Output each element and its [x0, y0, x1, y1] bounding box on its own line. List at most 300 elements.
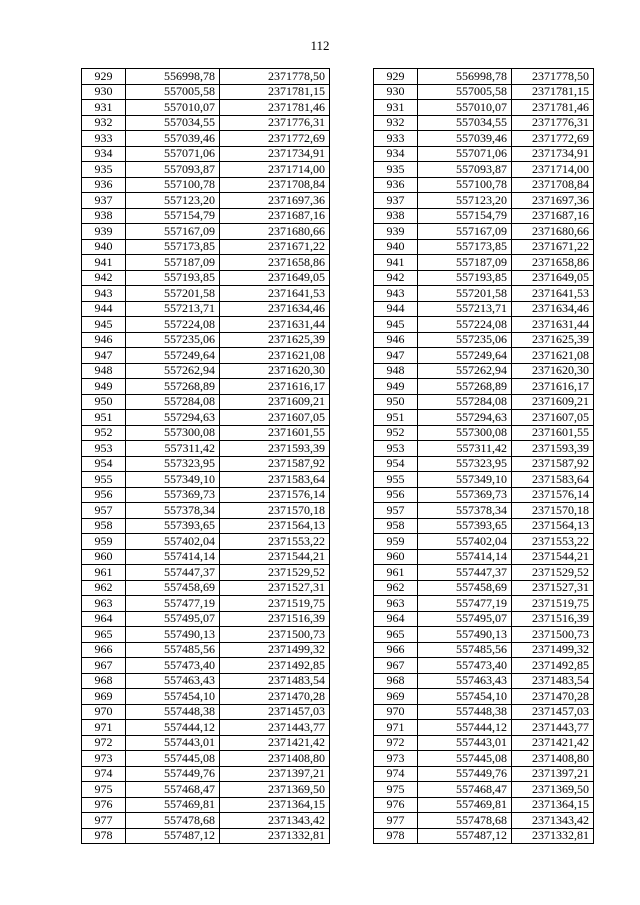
left-x-coordinate-cell: 557284,08: [126, 394, 220, 410]
left-point-number-cell: 961: [82, 565, 126, 581]
left-y-coordinate-cell: 2371658,86: [220, 255, 330, 271]
left-y-coordinate-cell: 2371714,00: [220, 162, 330, 178]
column-gap: [330, 797, 374, 813]
left-point-number-cell: 970: [82, 704, 126, 720]
table-row: [82, 208, 594, 224]
table-row: [82, 332, 594, 348]
left-x-coordinate-cell: 557262,94: [126, 363, 220, 379]
column-gap: [330, 146, 374, 162]
right-x-coordinate-cell: 557369,73: [418, 487, 512, 503]
column-gap: [330, 766, 374, 782]
right-x-coordinate-cell: 557477,19: [418, 596, 512, 612]
table-row: [82, 69, 594, 85]
table-row: [82, 301, 594, 317]
column-gap: [330, 115, 374, 131]
right-y-coordinate-cell: 2371364,15: [512, 797, 594, 813]
column-gap: [330, 782, 374, 798]
right-point-number-cell: 976: [374, 797, 418, 813]
right-y-coordinate-cell: 2371616,17: [512, 379, 594, 395]
right-y-coordinate-cell: 2371443,77: [512, 720, 594, 736]
right-x-coordinate-cell: 557005,58: [418, 84, 512, 100]
column-gap: [330, 751, 374, 767]
table-row: [82, 642, 594, 658]
column-gap: [330, 813, 374, 829]
table-row: [82, 177, 594, 193]
right-y-coordinate-cell: 2371527,31: [512, 580, 594, 596]
table-row: [82, 100, 594, 116]
left-y-coordinate-cell: 2371708,84: [220, 177, 330, 193]
right-y-coordinate-cell: 2371671,22: [512, 239, 594, 255]
right-x-coordinate-cell: 557173,85: [418, 239, 512, 255]
left-x-coordinate-cell: 557154,79: [126, 208, 220, 224]
right-x-coordinate-cell: 557213,71: [418, 301, 512, 317]
right-x-coordinate-cell: 557187,09: [418, 255, 512, 271]
left-y-coordinate-cell: 2371778,50: [220, 69, 330, 85]
column-gap: [330, 549, 374, 565]
left-point-number-cell: 931: [82, 100, 126, 116]
right-y-coordinate-cell: 2371553,22: [512, 534, 594, 550]
right-point-number-cell: 978: [374, 828, 418, 844]
left-point-number-cell: 968: [82, 673, 126, 689]
right-point-number-cell: 958: [374, 518, 418, 534]
right-point-number-cell: 951: [374, 410, 418, 426]
coordinates-table: [81, 68, 594, 844]
right-x-coordinate-cell: 557478,68: [418, 813, 512, 829]
right-point-number-cell: 963: [374, 596, 418, 612]
right-x-coordinate-cell: 557378,34: [418, 503, 512, 519]
left-y-coordinate-cell: 2371621,08: [220, 348, 330, 364]
left-x-coordinate-cell: 557201,58: [126, 286, 220, 302]
table-row: [82, 286, 594, 302]
table-row: [82, 503, 594, 519]
left-y-coordinate-cell: 2371620,30: [220, 363, 330, 379]
left-y-coordinate-cell: 2371457,03: [220, 704, 330, 720]
left-y-coordinate-cell: 2371364,15: [220, 797, 330, 813]
right-x-coordinate-cell: 557458,69: [418, 580, 512, 596]
table-row: [82, 131, 594, 147]
right-x-coordinate-cell: 557414,14: [418, 549, 512, 565]
right-point-number-cell: 939: [374, 224, 418, 240]
right-x-coordinate-cell: 557039,46: [418, 131, 512, 147]
left-point-number-cell: 945: [82, 317, 126, 333]
table-row: [82, 596, 594, 612]
right-y-coordinate-cell: 2371634,46: [512, 301, 594, 317]
table-row: [82, 363, 594, 379]
column-gap: [330, 627, 374, 643]
table-row: [82, 611, 594, 627]
right-point-number-cell: 945: [374, 317, 418, 333]
left-point-number-cell: 939: [82, 224, 126, 240]
right-y-coordinate-cell: 2371492,85: [512, 658, 594, 674]
column-gap: [330, 596, 374, 612]
right-point-number-cell: 971: [374, 720, 418, 736]
column-gap: [330, 317, 374, 333]
left-point-number-cell: 958: [82, 518, 126, 534]
right-point-number-cell: 977: [374, 813, 418, 829]
right-y-coordinate-cell: 2371397,21: [512, 766, 594, 782]
left-point-number-cell: 948: [82, 363, 126, 379]
column-gap: [330, 425, 374, 441]
column-gap: [330, 69, 374, 85]
right-x-coordinate-cell: 557284,08: [418, 394, 512, 410]
column-gap: [330, 828, 374, 844]
table-row: [82, 193, 594, 209]
right-x-coordinate-cell: 557490,13: [418, 627, 512, 643]
right-point-number-cell: 960: [374, 549, 418, 565]
table-row: [82, 410, 594, 426]
table-row: [82, 84, 594, 100]
right-point-number-cell: 943: [374, 286, 418, 302]
column-gap: [330, 348, 374, 364]
right-x-coordinate-cell: 557349,10: [418, 472, 512, 488]
right-point-number-cell: 962: [374, 580, 418, 596]
left-y-coordinate-cell: 2371492,85: [220, 658, 330, 674]
left-x-coordinate-cell: 557093,87: [126, 162, 220, 178]
table-row: [82, 472, 594, 488]
column-gap: [330, 503, 374, 519]
left-y-coordinate-cell: 2371781,46: [220, 100, 330, 116]
left-y-coordinate-cell: 2371781,15: [220, 84, 330, 100]
right-point-number-cell: 949: [374, 379, 418, 395]
left-x-coordinate-cell: 557100,78: [126, 177, 220, 193]
left-y-coordinate-cell: 2371408,80: [220, 751, 330, 767]
right-point-number-cell: 957: [374, 503, 418, 519]
right-point-number-cell: 966: [374, 642, 418, 658]
right-point-number-cell: 941: [374, 255, 418, 271]
left-point-number-cell: 954: [82, 456, 126, 472]
right-point-number-cell: 956: [374, 487, 418, 503]
right-y-coordinate-cell: 2371519,75: [512, 596, 594, 612]
right-x-coordinate-cell: 557010,07: [418, 100, 512, 116]
right-point-number-cell: 933: [374, 131, 418, 147]
table-row: [82, 239, 594, 255]
right-x-coordinate-cell: 557311,42: [418, 441, 512, 457]
left-y-coordinate-cell: 2371332,81: [220, 828, 330, 844]
left-x-coordinate-cell: 557071,06: [126, 146, 220, 162]
left-point-number-cell: 975: [82, 782, 126, 798]
table-row: [82, 115, 594, 131]
right-point-number-cell: 948: [374, 363, 418, 379]
right-x-coordinate-cell: 557294,63: [418, 410, 512, 426]
left-x-coordinate-cell: 557034,55: [126, 115, 220, 131]
table-row: [82, 673, 594, 689]
right-y-coordinate-cell: 2371641,53: [512, 286, 594, 302]
column-gap: [330, 84, 374, 100]
right-point-number-cell: 930: [374, 84, 418, 100]
right-point-number-cell: 961: [374, 565, 418, 581]
right-x-coordinate-cell: 557268,89: [418, 379, 512, 395]
left-point-number-cell: 956: [82, 487, 126, 503]
column-gap: [330, 131, 374, 147]
right-y-coordinate-cell: 2371457,03: [512, 704, 594, 720]
left-x-coordinate-cell: 557224,08: [126, 317, 220, 333]
table-row: [82, 627, 594, 643]
left-y-coordinate-cell: 2371519,75: [220, 596, 330, 612]
right-point-number-cell: 952: [374, 425, 418, 441]
right-x-coordinate-cell: 557300,08: [418, 425, 512, 441]
left-x-coordinate-cell: 557487,12: [126, 828, 220, 844]
right-x-coordinate-cell: 557323,95: [418, 456, 512, 472]
left-point-number-cell: 953: [82, 441, 126, 457]
left-point-number-cell: 937: [82, 193, 126, 209]
right-point-number-cell: 935: [374, 162, 418, 178]
column-gap: [330, 100, 374, 116]
right-point-number-cell: 946: [374, 332, 418, 348]
table-row: [82, 456, 594, 472]
left-y-coordinate-cell: 2371583,64: [220, 472, 330, 488]
right-x-coordinate-cell: 557123,20: [418, 193, 512, 209]
right-y-coordinate-cell: 2371564,13: [512, 518, 594, 534]
right-y-coordinate-cell: 2371697,36: [512, 193, 594, 209]
right-x-coordinate-cell: 557402,04: [418, 534, 512, 550]
left-point-number-cell: 965: [82, 627, 126, 643]
left-point-number-cell: 935: [82, 162, 126, 178]
column-gap: [330, 565, 374, 581]
right-x-coordinate-cell: 557034,55: [418, 115, 512, 131]
left-point-number-cell: 976: [82, 797, 126, 813]
left-y-coordinate-cell: 2371616,17: [220, 379, 330, 395]
table-row: [82, 813, 594, 829]
right-point-number-cell: 968: [374, 673, 418, 689]
left-y-coordinate-cell: 2371680,66: [220, 224, 330, 240]
right-point-number-cell: 970: [374, 704, 418, 720]
right-y-coordinate-cell: 2371609,21: [512, 394, 594, 410]
table-row: [82, 797, 594, 813]
left-x-coordinate-cell: 557447,37: [126, 565, 220, 581]
right-y-coordinate-cell: 2371483,54: [512, 673, 594, 689]
left-point-number-cell: 955: [82, 472, 126, 488]
right-y-coordinate-cell: 2371601,55: [512, 425, 594, 441]
left-x-coordinate-cell: 557005,58: [126, 84, 220, 100]
left-x-coordinate-cell: 557349,10: [126, 472, 220, 488]
left-point-number-cell: 951: [82, 410, 126, 426]
left-x-coordinate-cell: 557173,85: [126, 239, 220, 255]
column-gap: [330, 580, 374, 596]
column-gap: [330, 224, 374, 240]
right-y-coordinate-cell: 2371576,14: [512, 487, 594, 503]
column-gap: [330, 472, 374, 488]
right-y-coordinate-cell: 2371658,86: [512, 255, 594, 271]
right-y-coordinate-cell: 2371772,69: [512, 131, 594, 147]
table-row: [82, 658, 594, 674]
left-y-coordinate-cell: 2371343,42: [220, 813, 330, 829]
left-y-coordinate-cell: 2371516,39: [220, 611, 330, 627]
right-x-coordinate-cell: 557100,78: [418, 177, 512, 193]
left-y-coordinate-cell: 2371641,53: [220, 286, 330, 302]
right-y-coordinate-cell: 2371343,42: [512, 813, 594, 829]
column-gap: [330, 642, 374, 658]
left-point-number-cell: 934: [82, 146, 126, 162]
right-point-number-cell: 959: [374, 534, 418, 550]
left-point-number-cell: 962: [82, 580, 126, 596]
table-row: [82, 255, 594, 271]
right-x-coordinate-cell: 557454,10: [418, 689, 512, 705]
right-y-coordinate-cell: 2371631,44: [512, 317, 594, 333]
right-point-number-cell: 947: [374, 348, 418, 364]
table-row: [82, 720, 594, 736]
right-y-coordinate-cell: 2371500,73: [512, 627, 594, 643]
right-point-number-cell: 955: [374, 472, 418, 488]
right-point-number-cell: 967: [374, 658, 418, 674]
right-x-coordinate-cell: 557463,43: [418, 673, 512, 689]
left-x-coordinate-cell: 557490,13: [126, 627, 220, 643]
right-point-number-cell: 929: [374, 69, 418, 85]
left-y-coordinate-cell: 2371631,44: [220, 317, 330, 333]
left-x-coordinate-cell: 556998,78: [126, 69, 220, 85]
left-x-coordinate-cell: 557414,14: [126, 549, 220, 565]
right-y-coordinate-cell: 2371625,39: [512, 332, 594, 348]
right-point-number-cell: 974: [374, 766, 418, 782]
left-x-coordinate-cell: 557167,09: [126, 224, 220, 240]
right-y-coordinate-cell: 2371332,81: [512, 828, 594, 844]
column-gap: [330, 286, 374, 302]
column-gap: [330, 301, 374, 317]
page-number: 112: [310, 38, 330, 53]
table-row: [82, 224, 594, 240]
left-y-coordinate-cell: 2371500,73: [220, 627, 330, 643]
left-point-number-cell: 967: [82, 658, 126, 674]
left-x-coordinate-cell: 557485,56: [126, 642, 220, 658]
right-y-coordinate-cell: 2371421,42: [512, 735, 594, 751]
left-x-coordinate-cell: 557235,06: [126, 332, 220, 348]
right-x-coordinate-cell: 557447,37: [418, 565, 512, 581]
right-point-number-cell: 953: [374, 441, 418, 457]
table-row: [82, 146, 594, 162]
left-y-coordinate-cell: 2371607,05: [220, 410, 330, 426]
column-gap: [330, 379, 374, 395]
table-row: [82, 549, 594, 565]
table-row: [82, 766, 594, 782]
left-y-coordinate-cell: 2371772,69: [220, 131, 330, 147]
left-y-coordinate-cell: 2371553,22: [220, 534, 330, 550]
left-y-coordinate-cell: 2371443,77: [220, 720, 330, 736]
left-y-coordinate-cell: 2371576,14: [220, 487, 330, 503]
right-y-coordinate-cell: 2371680,66: [512, 224, 594, 240]
right-y-coordinate-cell: 2371529,52: [512, 565, 594, 581]
left-x-coordinate-cell: 557477,19: [126, 596, 220, 612]
right-y-coordinate-cell: 2371621,08: [512, 348, 594, 364]
right-x-coordinate-cell: 557193,85: [418, 270, 512, 286]
left-point-number-cell: 963: [82, 596, 126, 612]
left-point-number-cell: 973: [82, 751, 126, 767]
left-y-coordinate-cell: 2371625,39: [220, 332, 330, 348]
right-point-number-cell: 934: [374, 146, 418, 162]
right-y-coordinate-cell: 2371776,31: [512, 115, 594, 131]
table-row: [82, 735, 594, 751]
right-y-coordinate-cell: 2371369,50: [512, 782, 594, 798]
left-x-coordinate-cell: 557495,07: [126, 611, 220, 627]
column-gap: [330, 332, 374, 348]
column-gap: [330, 363, 374, 379]
table-row: [82, 441, 594, 457]
column-gap: [330, 518, 374, 534]
right-point-number-cell: 932: [374, 115, 418, 131]
left-point-number-cell: 950: [82, 394, 126, 410]
column-gap: [330, 658, 374, 674]
left-point-number-cell: 929: [82, 69, 126, 85]
left-point-number-cell: 964: [82, 611, 126, 627]
column-gap: [330, 534, 374, 550]
left-x-coordinate-cell: 557249,64: [126, 348, 220, 364]
left-x-coordinate-cell: 557268,89: [126, 379, 220, 395]
right-x-coordinate-cell: 557201,58: [418, 286, 512, 302]
right-y-coordinate-cell: 2371620,30: [512, 363, 594, 379]
left-y-coordinate-cell: 2371734,91: [220, 146, 330, 162]
left-y-coordinate-cell: 2371470,28: [220, 689, 330, 705]
left-point-number-cell: 969: [82, 689, 126, 705]
column-gap: [330, 673, 374, 689]
left-point-number-cell: 952: [82, 425, 126, 441]
column-gap: [330, 193, 374, 209]
right-y-coordinate-cell: 2371516,39: [512, 611, 594, 627]
right-x-coordinate-cell: 557445,08: [418, 751, 512, 767]
right-point-number-cell: 931: [374, 100, 418, 116]
left-x-coordinate-cell: 557454,10: [126, 689, 220, 705]
left-x-coordinate-cell: 557445,08: [126, 751, 220, 767]
left-point-number-cell: 960: [82, 549, 126, 565]
left-point-number-cell: 971: [82, 720, 126, 736]
left-x-coordinate-cell: 557448,38: [126, 704, 220, 720]
left-x-coordinate-cell: 557449,76: [126, 766, 220, 782]
right-x-coordinate-cell: 557224,08: [418, 317, 512, 333]
left-y-coordinate-cell: 2371634,46: [220, 301, 330, 317]
right-x-coordinate-cell: 557093,87: [418, 162, 512, 178]
left-y-coordinate-cell: 2371649,05: [220, 270, 330, 286]
column-gap: [330, 177, 374, 193]
left-y-coordinate-cell: 2371609,21: [220, 394, 330, 410]
table-row: [82, 689, 594, 705]
left-y-coordinate-cell: 2371601,55: [220, 425, 330, 441]
left-y-coordinate-cell: 2371527,31: [220, 580, 330, 596]
left-point-number-cell: 944: [82, 301, 126, 317]
right-x-coordinate-cell: 557495,07: [418, 611, 512, 627]
column-gap: [330, 689, 374, 705]
right-y-coordinate-cell: 2371607,05: [512, 410, 594, 426]
left-y-coordinate-cell: 2371529,52: [220, 565, 330, 581]
left-x-coordinate-cell: 557458,69: [126, 580, 220, 596]
right-y-coordinate-cell: 2371781,15: [512, 84, 594, 100]
right-y-coordinate-cell: 2371708,84: [512, 177, 594, 193]
left-x-coordinate-cell: 557473,40: [126, 658, 220, 674]
right-y-coordinate-cell: 2371470,28: [512, 689, 594, 705]
left-point-number-cell: 930: [82, 84, 126, 100]
right-x-coordinate-cell: 557235,06: [418, 332, 512, 348]
column-gap: [330, 441, 374, 457]
right-y-coordinate-cell: 2371714,00: [512, 162, 594, 178]
table-row: [82, 425, 594, 441]
left-y-coordinate-cell: 2371421,42: [220, 735, 330, 751]
left-x-coordinate-cell: 557469,81: [126, 797, 220, 813]
left-point-number-cell: 936: [82, 177, 126, 193]
right-point-number-cell: 938: [374, 208, 418, 224]
left-point-number-cell: 933: [82, 131, 126, 147]
left-x-coordinate-cell: 557193,85: [126, 270, 220, 286]
right-x-coordinate-cell: 557469,81: [418, 797, 512, 813]
table-row: [82, 580, 594, 596]
column-gap: [330, 255, 374, 271]
right-x-coordinate-cell: 557487,12: [418, 828, 512, 844]
left-y-coordinate-cell: 2371587,92: [220, 456, 330, 472]
left-x-coordinate-cell: 557463,43: [126, 673, 220, 689]
right-point-number-cell: 972: [374, 735, 418, 751]
right-point-number-cell: 940: [374, 239, 418, 255]
left-point-number-cell: 957: [82, 503, 126, 519]
left-point-number-cell: 978: [82, 828, 126, 844]
left-x-coordinate-cell: 557213,71: [126, 301, 220, 317]
right-x-coordinate-cell: 557443,01: [418, 735, 512, 751]
right-point-number-cell: 969: [374, 689, 418, 705]
left-point-number-cell: 977: [82, 813, 126, 829]
